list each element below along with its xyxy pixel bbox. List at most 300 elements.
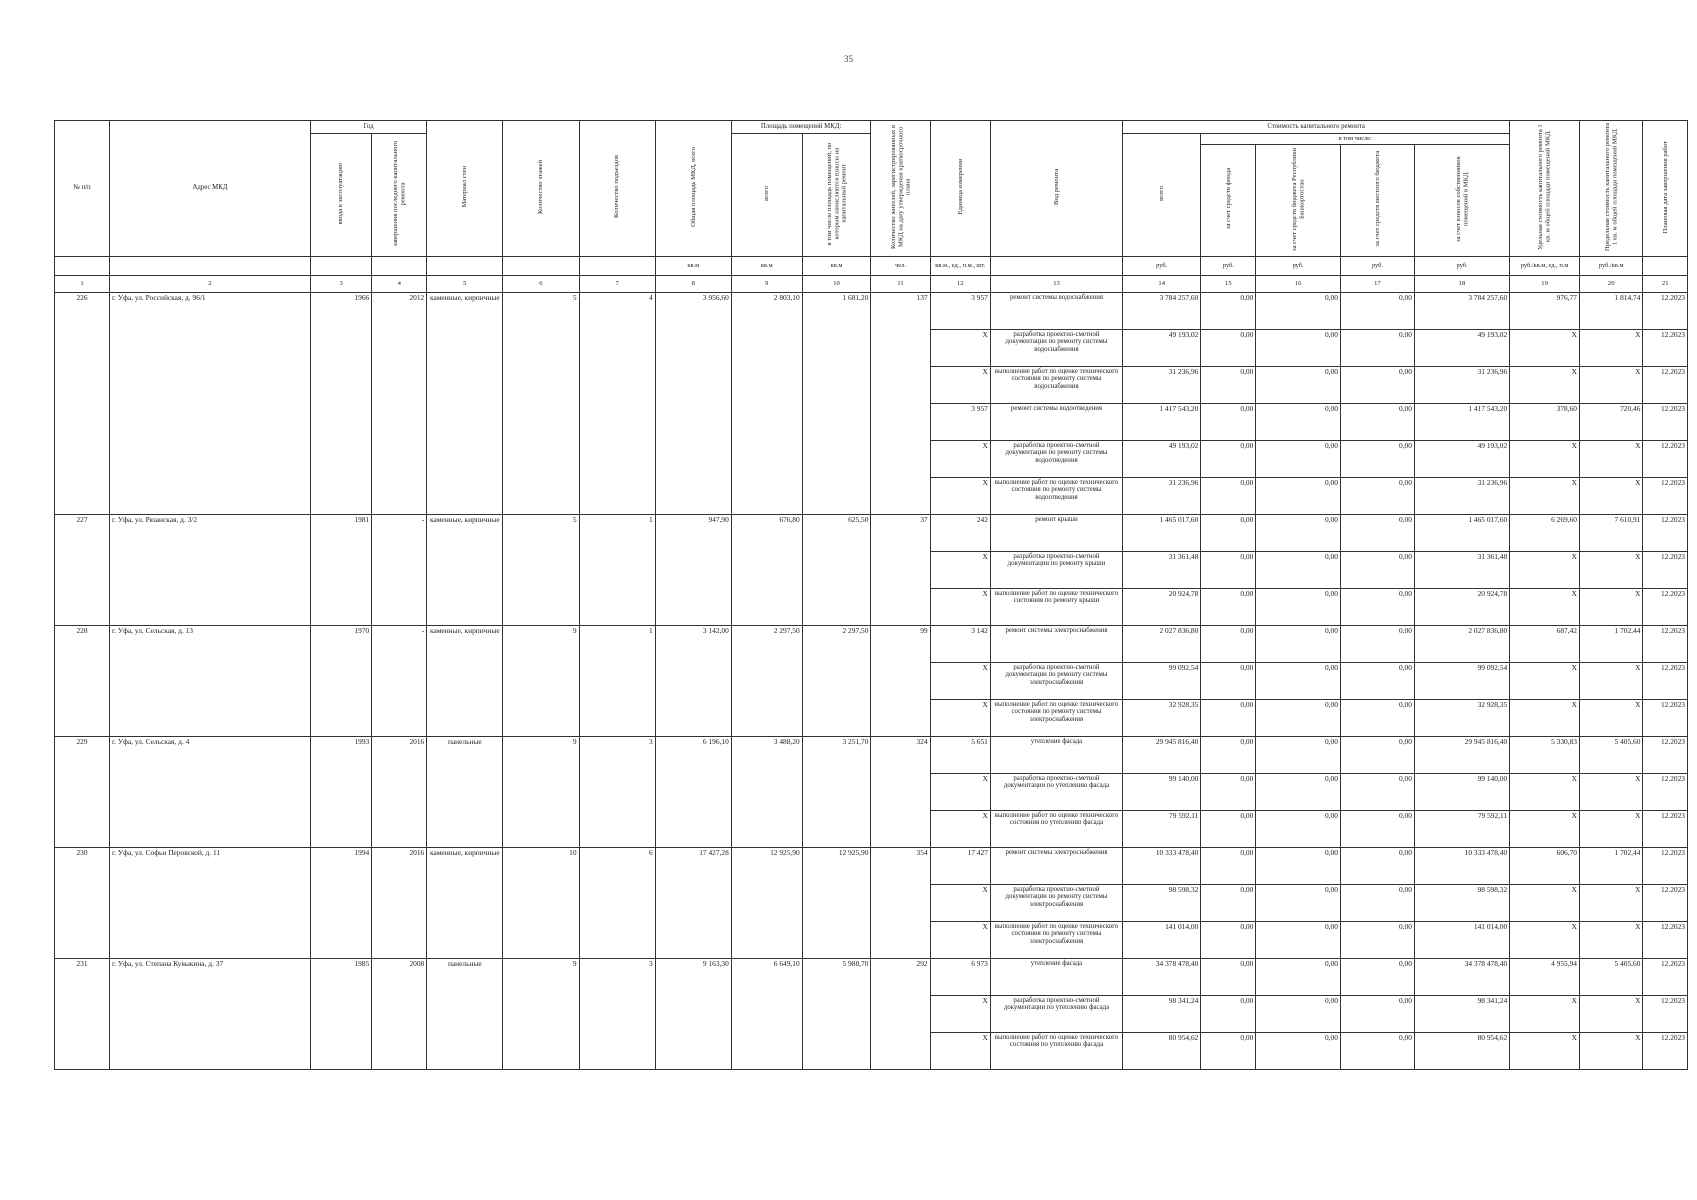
header-wall-material: Материал стен — [427, 121, 503, 257]
work-name: ремонт системы водоснабжения — [990, 292, 1122, 329]
work-cost-fund: 0,00 — [1201, 329, 1256, 366]
work-cost-total: 20 924,78 — [1123, 588, 1201, 625]
work-cost-total: 2 027 836,80 — [1123, 625, 1201, 662]
col-number: 20 — [1579, 275, 1642, 292]
work-cost-owners: 1 417 543,20 — [1414, 403, 1509, 440]
work-cost-fund: 0,00 — [1201, 995, 1256, 1032]
work-cost-fund: 0,00 — [1201, 847, 1256, 884]
row-premises-total: 12 925,90 — [731, 847, 802, 958]
work-deadline: 12.2023 — [1643, 958, 1688, 995]
work-name: выполнение работ по оценке технического состояния по утеплению фасада — [990, 810, 1122, 847]
work-cost-total: 49 193,02 — [1123, 440, 1201, 477]
work-cost-republic: 0,00 — [1256, 958, 1341, 995]
row-total-area: 3 956,60 — [655, 292, 731, 514]
row-wall-material: каменные, кирпичные — [427, 292, 503, 514]
work-name: ремонт системы водоотведения — [990, 403, 1122, 440]
row-number: 231 — [55, 958, 110, 1069]
work-max-cost: X — [1579, 884, 1642, 921]
work-cost-total: 49 193,02 — [1123, 329, 1201, 366]
row-entrances: 1 — [579, 625, 655, 736]
row-last-repair: 2012 — [372, 292, 427, 514]
work-unit-cost: X — [1510, 884, 1580, 921]
work-cost-owners: 98 598,32 — [1414, 884, 1509, 921]
work-cost-fund: 0,00 — [1201, 699, 1256, 736]
row-premises-repair: 2 297,50 — [802, 625, 871, 736]
row-year: 1981 — [310, 514, 371, 625]
work-unit-cost: X — [1510, 366, 1580, 403]
work-deadline: 12.2023 — [1643, 588, 1688, 625]
header-entrances: Количество подъездов — [579, 121, 655, 257]
work-cost-republic: 0,00 — [1256, 551, 1341, 588]
work-name: разработка проектно-сметной документации по ремонту системы электроснабжения — [990, 662, 1122, 699]
table-row — [55, 292, 1688, 329]
work-max-cost: 5 405,60 — [1579, 736, 1642, 773]
header-num: № п/п — [55, 121, 110, 257]
row-premises-total: 676,80 — [731, 514, 802, 625]
work-deadline: 12.2023 — [1643, 1032, 1688, 1069]
header-floors: Количество этажей — [503, 121, 579, 257]
row-wall-material: панельные — [427, 736, 503, 847]
work-cost-local: 0,00 — [1340, 810, 1414, 847]
row-wall-material: каменные, кирпичные — [427, 847, 503, 958]
row-total-area: 947,90 — [655, 514, 731, 625]
work-quantity: X — [930, 884, 990, 921]
work-name: утепление фасада — [990, 958, 1122, 995]
row-last-repair: - — [372, 514, 427, 625]
row-address: г. Уфа, ул. Сельская, д. 13 — [109, 625, 310, 736]
work-quantity: X — [930, 773, 990, 810]
col-number: 18 — [1414, 275, 1509, 292]
row-floors: 10 — [503, 847, 579, 958]
work-unit-cost: X — [1510, 773, 1580, 810]
work-cost-republic: 0,00 — [1256, 366, 1341, 403]
work-max-cost: X — [1579, 773, 1642, 810]
work-quantity: 17 427 — [930, 847, 990, 884]
col-number: 5 — [427, 275, 503, 292]
work-cost-owners: 34 378 478,40 — [1414, 958, 1509, 995]
work-cost-local: 0,00 — [1340, 477, 1414, 514]
work-cost-total: 31 236,96 — [1123, 366, 1201, 403]
work-unit-cost: 606,70 — [1510, 847, 1580, 884]
work-cost-owners: 79 592,11 — [1414, 810, 1509, 847]
work-cost-republic: 0,00 — [1256, 921, 1341, 958]
work-unit-cost: 4 955,94 — [1510, 958, 1580, 995]
row-floors: 5 — [503, 292, 579, 514]
work-name: разработка проектно-сметной документации по ремонту системы водоотведения — [990, 440, 1122, 477]
work-cost-local: 0,00 — [1340, 588, 1414, 625]
work-deadline: 12.2023 — [1643, 329, 1688, 366]
row-year: 1985 — [310, 958, 371, 1069]
work-cost-republic: 0,00 — [1256, 477, 1341, 514]
work-quantity: X — [930, 588, 990, 625]
work-name: разработка проектно-сметной документации по ремонту крыши — [990, 551, 1122, 588]
header-cost-incl: в том числе: — [1201, 134, 1510, 145]
work-cost-republic: 0,00 — [1256, 514, 1341, 551]
table-row — [55, 514, 1688, 551]
work-cost-local: 0,00 — [1340, 1032, 1414, 1069]
work-cost-total: 98 598,32 — [1123, 884, 1201, 921]
work-cost-fund: 0,00 — [1201, 292, 1256, 329]
unit-18: руб. — [1414, 256, 1509, 275]
header-cost-owners: за счет взносов собственников помещений в МКД — [1414, 145, 1509, 257]
work-quantity: 3 142 — [930, 625, 990, 662]
work-cost-republic: 0,00 — [1256, 773, 1341, 810]
unit-10: кв.м — [802, 256, 871, 275]
work-cost-republic: 0,00 — [1256, 847, 1341, 884]
work-quantity: X — [930, 810, 990, 847]
row-last-repair: 2016 — [372, 736, 427, 847]
work-cost-fund: 0,00 — [1201, 551, 1256, 588]
work-cost-owners: 80 954,62 — [1414, 1032, 1509, 1069]
work-deadline: 12.2023 — [1643, 440, 1688, 477]
work-unit-cost: 6 269,60 — [1510, 514, 1580, 551]
work-name: утепление фасада — [990, 736, 1122, 773]
col-number: 21 — [1643, 275, 1688, 292]
work-deadline: 12.2023 — [1643, 366, 1688, 403]
row-address: г. Уфа, ул. Степана Кувыкина, д. 37 — [109, 958, 310, 1069]
row-entrances: 6 — [579, 847, 655, 958]
row-floors: 5 — [503, 514, 579, 625]
work-cost-fund: 0,00 — [1201, 1032, 1256, 1069]
work-max-cost: X — [1579, 477, 1642, 514]
col-number: 11 — [871, 275, 930, 292]
work-deadline: 12.2023 — [1643, 625, 1688, 662]
work-cost-fund: 0,00 — [1201, 921, 1256, 958]
work-unit-cost: X — [1510, 699, 1580, 736]
work-cost-total: 32 928,35 — [1123, 699, 1201, 736]
row-premises-total: 6 649,10 — [731, 958, 802, 1069]
work-cost-republic: 0,00 — [1256, 995, 1341, 1032]
work-cost-fund: 0,00 — [1201, 884, 1256, 921]
work-unit-cost: 5 330,83 — [1510, 736, 1580, 773]
work-max-cost: X — [1579, 662, 1642, 699]
row-number: 228 — [55, 625, 110, 736]
work-deadline: 12.2023 — [1643, 810, 1688, 847]
col-number: 15 — [1201, 275, 1256, 292]
work-quantity: 3 957 — [930, 403, 990, 440]
header-address: Адрес МКД — [109, 121, 310, 257]
work-unit-cost: 976,77 — [1510, 292, 1580, 329]
col-number: 7 — [579, 275, 655, 292]
table-body — [55, 292, 1688, 1069]
work-cost-republic: 0,00 — [1256, 588, 1341, 625]
row-number: 229 — [55, 736, 110, 847]
work-cost-total: 29 945 816,40 — [1123, 736, 1201, 773]
work-deadline: 12.2023 — [1643, 995, 1688, 1032]
col-number: 4 — [372, 275, 427, 292]
work-quantity: X — [930, 366, 990, 403]
work-cost-local: 0,00 — [1340, 736, 1414, 773]
work-max-cost: 1 702,44 — [1579, 847, 1642, 884]
table-header — [55, 121, 1688, 293]
work-cost-fund: 0,00 — [1201, 440, 1256, 477]
unit-19: руб./кв.м, ед., п.м — [1510, 256, 1580, 275]
work-cost-local: 0,00 — [1340, 921, 1414, 958]
work-cost-total: 34 378 478,40 — [1123, 958, 1201, 995]
work-cost-local: 0,00 — [1340, 995, 1414, 1032]
row-number: 226 — [55, 292, 110, 514]
work-cost-owners: 32 928,35 — [1414, 699, 1509, 736]
work-cost-owners: 2 027 836,80 — [1414, 625, 1509, 662]
work-quantity: X — [930, 995, 990, 1032]
row-wall-material: каменные, кирпичные — [427, 514, 503, 625]
header-cost-total: всего — [1123, 134, 1201, 257]
row-premises-total: 3 488,20 — [731, 736, 802, 847]
work-cost-total: 31 236,96 — [1123, 477, 1201, 514]
work-cost-total: 1 417 543,20 — [1123, 403, 1201, 440]
row-floors: 9 — [503, 958, 579, 1069]
header-premises-total: всего — [731, 134, 802, 257]
work-cost-republic: 0,00 — [1256, 736, 1341, 773]
work-cost-owners: 31 236,96 — [1414, 366, 1509, 403]
col-number: 1 — [55, 275, 110, 292]
work-cost-republic: 0,00 — [1256, 440, 1341, 477]
unit-17: руб. — [1340, 256, 1414, 275]
work-cost-total: 31 361,48 — [1123, 551, 1201, 588]
work-cost-local: 0,00 — [1340, 551, 1414, 588]
work-cost-local: 0,00 — [1340, 514, 1414, 551]
work-quantity: 6 973 — [930, 958, 990, 995]
work-cost-local: 0,00 — [1340, 625, 1414, 662]
work-cost-owners: 31 361,48 — [1414, 551, 1509, 588]
unit-15: руб. — [1201, 256, 1256, 275]
work-max-cost: X — [1579, 329, 1642, 366]
work-name: ремонт системы электроснабжения — [990, 847, 1122, 884]
row-entrances: 3 — [579, 958, 655, 1069]
col-number: 6 — [503, 275, 579, 292]
row-wall-material: каменные, кирпичные — [427, 625, 503, 736]
table-row — [55, 958, 1688, 995]
work-cost-fund: 0,00 — [1201, 514, 1256, 551]
header-cost-fund: за счет средств фонда — [1201, 145, 1256, 257]
work-max-cost: X — [1579, 588, 1642, 625]
row-year: 1993 — [310, 736, 371, 847]
work-max-cost: X — [1579, 995, 1642, 1032]
work-cost-republic: 0,00 — [1256, 810, 1341, 847]
work-deadline: 12.2023 — [1643, 699, 1688, 736]
work-max-cost: 1 814,74 — [1579, 292, 1642, 329]
work-cost-fund: 0,00 — [1201, 773, 1256, 810]
work-max-cost: X — [1579, 810, 1642, 847]
work-name: выполнение работ по оценке технического состояния по утеплению фасада — [990, 1032, 1122, 1069]
col-number: 2 — [109, 275, 310, 292]
work-name: разработка проектно-сметной документации по ремонту системы электроснабжения — [990, 884, 1122, 921]
work-max-cost: X — [1579, 921, 1642, 958]
work-cost-fund: 0,00 — [1201, 958, 1256, 995]
col-number: 12 — [930, 275, 990, 292]
work-cost-local: 0,00 — [1340, 403, 1414, 440]
row-entrances: 1 — [579, 514, 655, 625]
work-deadline: 12.2023 — [1643, 292, 1688, 329]
work-quantity: 242 — [930, 514, 990, 551]
unit-16: руб. — [1256, 256, 1341, 275]
work-name: разработка проектно-сметной документации по утеплению фасада — [990, 995, 1122, 1032]
col-number: 10 — [802, 275, 871, 292]
header-cost-republic: за счет средств бюджета Республики Башкортостан — [1256, 145, 1341, 257]
work-cost-total: 79 592,11 — [1123, 810, 1201, 847]
unit-9: кв.м — [731, 256, 802, 275]
header-max-cost: Предельная стоимость капитального ремонта 1 кв. м общей площади помещений МКД — [1579, 121, 1642, 257]
row-number: 230 — [55, 847, 110, 958]
work-cost-total: 80 954,62 — [1123, 1032, 1201, 1069]
work-cost-owners: 1 465 017,60 — [1414, 514, 1509, 551]
row-last-repair: 2016 — [372, 847, 427, 958]
row-premises-total: 2 297,50 — [731, 625, 802, 736]
header-premises-repair: в том числе площадь помещений, по которым начисляются взносы на капитальный ремонт — [802, 134, 871, 257]
work-deadline: 12.2023 — [1643, 921, 1688, 958]
work-unit-cost: X — [1510, 921, 1580, 958]
work-cost-local: 0,00 — [1340, 847, 1414, 884]
work-deadline: 12.2023 — [1643, 662, 1688, 699]
work-max-cost: X — [1579, 699, 1642, 736]
work-max-cost: 1 702,44 — [1579, 625, 1642, 662]
row-residents: 324 — [871, 736, 930, 847]
work-cost-total: 99 140,00 — [1123, 773, 1201, 810]
work-cost-republic: 0,00 — [1256, 292, 1341, 329]
work-unit-cost: 687,42 — [1510, 625, 1580, 662]
header-cost-local: за счет средств местного бюджета — [1340, 145, 1414, 257]
work-unit-cost: X — [1510, 440, 1580, 477]
work-cost-republic: 0,00 — [1256, 884, 1341, 921]
row-premises-total: 2 803,10 — [731, 292, 802, 514]
col-number: 17 — [1340, 275, 1414, 292]
work-cost-fund: 0,00 — [1201, 810, 1256, 847]
header-repair-type: Вид ремонта — [990, 121, 1122, 257]
row-floors: 9 — [503, 736, 579, 847]
work-unit-cost: X — [1510, 588, 1580, 625]
work-cost-republic: 0,00 — [1256, 625, 1341, 662]
row-wall-material: панельные — [427, 958, 503, 1069]
unit-14: руб. — [1123, 256, 1201, 275]
work-deadline: 12.2023 — [1643, 847, 1688, 884]
row-premises-repair: 625,50 — [802, 514, 871, 625]
row-year: 1966 — [310, 292, 371, 514]
work-cost-owners: 99 092,54 — [1414, 662, 1509, 699]
work-name: выполнение работ по оценке технического состояния по ремонту системы электроснабжения — [990, 699, 1122, 736]
work-deadline: 12.2023 — [1643, 884, 1688, 921]
header-residents: Количество жителей, зарегистрированных в МКД на дату утверждения краткосрочного плана — [871, 121, 930, 257]
work-quantity: X — [930, 1032, 990, 1069]
work-cost-owners: 29 945 816,40 — [1414, 736, 1509, 773]
work-cost-fund: 0,00 — [1201, 477, 1256, 514]
row-residents: 354 — [871, 847, 930, 958]
work-unit-cost: X — [1510, 551, 1580, 588]
work-name: выполнение работ по оценке технического состояния по ремонту системы электроснабжения — [990, 921, 1122, 958]
work-quantity: X — [930, 662, 990, 699]
capital-repair-table — [54, 120, 1688, 1070]
work-cost-local: 0,00 — [1340, 958, 1414, 995]
work-quantity: X — [930, 477, 990, 514]
work-deadline: 12.2023 — [1643, 477, 1688, 514]
work-cost-local: 0,00 — [1340, 773, 1414, 810]
work-max-cost: 5 405,60 — [1579, 958, 1642, 995]
work-cost-republic: 0,00 — [1256, 329, 1341, 366]
work-cost-fund: 0,00 — [1201, 366, 1256, 403]
work-quantity: X — [930, 699, 990, 736]
work-unit-cost: X — [1510, 995, 1580, 1032]
row-address: г. Уфа, ул. Рязанская, д. 3/2 — [109, 514, 310, 625]
col-number: 3 — [310, 275, 371, 292]
work-quantity: X — [930, 440, 990, 477]
unit-8: кв.м — [655, 256, 731, 275]
work-quantity: X — [930, 329, 990, 366]
work-cost-fund: 0,00 — [1201, 588, 1256, 625]
work-cost-fund: 0,00 — [1201, 736, 1256, 773]
row-total-area: 3 142,00 — [655, 625, 731, 736]
work-name: выполнение работ по оценке технического состояния по ремонту системы водоотведения — [990, 477, 1122, 514]
header-unit-measure: Единица измерения — [930, 121, 990, 257]
col-number: 16 — [1256, 275, 1341, 292]
work-deadline: 12.2023 — [1643, 514, 1688, 551]
work-deadline: 12.2023 — [1643, 736, 1688, 773]
header-total-area: Общая площадь МКД, всего — [655, 121, 731, 257]
header-premises-area: Площадь помещений МКД: — [731, 121, 871, 134]
unit-11: чел. — [871, 256, 930, 275]
work-unit-cost: X — [1510, 662, 1580, 699]
work-cost-total: 98 341,24 — [1123, 995, 1201, 1032]
row-total-area: 9 163,30 — [655, 958, 731, 1069]
row-number: 227 — [55, 514, 110, 625]
row-premises-repair: 12 925,90 — [802, 847, 871, 958]
work-cost-owners: 141 014,00 — [1414, 921, 1509, 958]
row-total-area: 17 427,28 — [655, 847, 731, 958]
row-residents: 292 — [871, 958, 930, 1069]
work-cost-fund: 0,00 — [1201, 662, 1256, 699]
work-cost-local: 0,00 — [1340, 440, 1414, 477]
table-row — [55, 736, 1688, 773]
work-cost-local: 0,00 — [1340, 292, 1414, 329]
work-cost-owners: 10 333 478,40 — [1414, 847, 1509, 884]
row-entrances: 3 — [579, 736, 655, 847]
work-quantity: X — [930, 551, 990, 588]
work-quantity: X — [930, 921, 990, 958]
work-max-cost: 7 610,91 — [1579, 514, 1642, 551]
work-max-cost: X — [1579, 366, 1642, 403]
header-cost: Стоимость капитального ремонта — [1123, 121, 1510, 134]
header-unit-cost: Удельная стоимость капитального ремонта 1 кв. м общей площади помещений МКД — [1510, 121, 1580, 257]
row-year: 1994 — [310, 847, 371, 958]
units-row — [55, 256, 1688, 275]
page-number: 35 — [844, 54, 853, 64]
work-name: ремонт крыши — [990, 514, 1122, 551]
row-residents: 99 — [871, 625, 930, 736]
col-number: 14 — [1123, 275, 1201, 292]
work-cost-total: 1 465 017,60 — [1123, 514, 1201, 551]
work-unit-cost: X — [1510, 810, 1580, 847]
header-deadline: Плановая дата завершения работ — [1643, 121, 1688, 257]
row-address: г. Уфа, ул. Софьи Перовской, д. 11 — [109, 847, 310, 958]
work-deadline: 12.2023 — [1643, 551, 1688, 588]
work-cost-local: 0,00 — [1340, 884, 1414, 921]
work-cost-total: 141 014,00 — [1123, 921, 1201, 958]
row-total-area: 6 196,10 — [655, 736, 731, 847]
work-cost-local: 0,00 — [1340, 662, 1414, 699]
work-cost-owners: 31 236,96 — [1414, 477, 1509, 514]
work-cost-total: 3 784 257,60 — [1123, 292, 1201, 329]
row-floors: 9 — [503, 625, 579, 736]
work-max-cost: X — [1579, 440, 1642, 477]
work-unit-cost: 378,60 — [1510, 403, 1580, 440]
work-cost-owners: 49 193,02 — [1414, 440, 1509, 477]
work-name: выполнение работ по оценке технического состояния по ремонту системы водоснабжения — [990, 366, 1122, 403]
work-cost-owners: 49 193,02 — [1414, 329, 1509, 366]
work-cost-total: 10 333 478,40 — [1123, 847, 1201, 884]
work-cost-fund: 0,00 — [1201, 403, 1256, 440]
work-cost-republic: 0,00 — [1256, 662, 1341, 699]
work-cost-owners: 3 784 257,60 — [1414, 292, 1509, 329]
work-cost-local: 0,00 — [1340, 366, 1414, 403]
header-year: Год — [310, 121, 426, 134]
